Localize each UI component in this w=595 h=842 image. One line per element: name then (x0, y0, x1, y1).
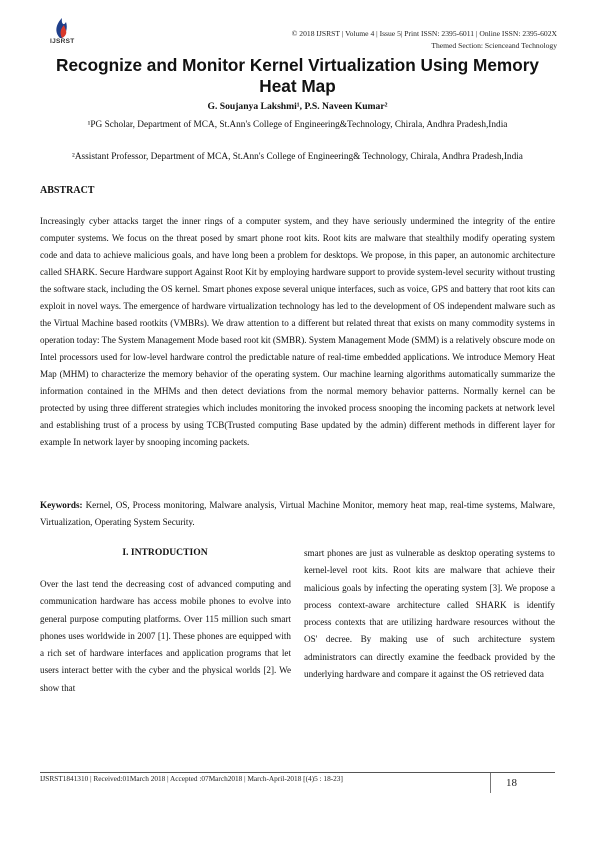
journal-logo (44, 12, 90, 48)
flame-logo-icon (44, 12, 90, 40)
keywords-label: Keywords: (40, 500, 83, 510)
page-number: 18 (506, 777, 517, 789)
introduction-left-column: Over the last tend the decreasing cost of advanced computing and communication hardware has access mobile phones to evolve into general purpose computing platforms. Over 115 million such smart phones uses worldwide in 2007 [1]. These phones are equipped with a rich set of hardware interfaces and application programs that let users interact better with the cyber and the physical worlds [2]. We show that (40, 579, 291, 693)
abstract-body: Increasingly cyber attacks target the inner rings of a computer system, and they have seriously undermined the integrity of the entire computer systems. We focus on the threat posed by smart phone root kits. Root kits are malware that stealthily modify operating system code and data to achieve malicious goals, and have long been a problem for desktops. We propose, in this paper, an autonomic architecture called SHARK. Secure Hardware support Against Root Kit by employing hardware support to provide system-level security without trusting the software stack, including the OS kernel. Smart phones expose several unique interfaces, such as voice, GPS and battery that root kits can exploit in novel ways. The emergence of hardware virtualization technology has led to the development of OS independent malware such as the Virtual Machine based rootkits (VMBRs). We draw attention to a different but related threat that exists on many commodity systems in operation today: The System Management Mode based root kit (SMBR). System Management Mode (SMM) is a relatively obscure mode on Intel processors used for low-level hardware control the predictable nature of real-time embedded applications. We introduce Memory Heat Map (MHM) to characterize the memory behavior of the operating system. Our machine learning algorithms automatically summarize the information contained in the MHMs and then detect deviations from the normal memory behavior patterns. Normally kernel can be protected by using three different strategies which includes monitoring the invoked process snooping the incoming packets at network level and establishing trust of a process by using TCB(Trusted computing Base updated by the admin) different methods in different layer for example In network layer by snooping incoming packets. (40, 216, 555, 447)
keywords-list: Kernel, OS, Process monitoring, Malware analysis, Virtual Machine Monitor, memory heat map, real-time systems, Malware, Virtualization, Operating System Security. (40, 500, 555, 527)
paper-title: Recognize and Monitor Kernel Virtualization Using Memory Heat Map (56, 55, 539, 96)
footer-citation: IJSRST1841310 | Received:01March 2018 | Accepted :07March2018 | March-April-2018 [(4)5 : 18-23] (40, 774, 343, 783)
paper-authors: G. Soujanya Lakshmi¹, P.S. Naveen Kumar² (207, 101, 388, 112)
header-issue-line: © 2018 IJSRST | Volume 4 | Issue 5| Print ISSN: 2395-6011 | Online ISSN: 2395-602X (291, 29, 557, 38)
footer-divider (40, 772, 555, 773)
keywords-paragraph (40, 497, 555, 531)
affiliation-1: ¹PG Scholar, Department of MCA, St.Ann's College of Engineering&Technology, Chirala, Andhra Pradesh,India (87, 120, 508, 130)
header-themed-section: Themed Section: Scienceand Technology (431, 41, 557, 50)
introduction-right-column: smart phones are just as vulnerable as desktop operating systems to kernel-level root kits. Root kits are malware that achieve their malicious goals by infecting the operating system [3]. We propose a process context-aware architecture called SHARK is identify process contexts that are utilizing hardware resources without the OS' decree. By making use of such architecture system administrators can directly examine the feedback provided by the underlying hardware and compare it against the OS retrieved data (304, 548, 555, 680)
affiliation-2: ²Assistant Professor, Department of MCA, St.Ann's College of Engineering& Technology, Chirala, Andhra Pradesh,India (72, 152, 523, 162)
logo-text: IJSRST (50, 38, 75, 45)
abstract-heading: ABSTRACT (40, 185, 95, 196)
introduction-heading: I. INTRODUCTION (122, 547, 208, 558)
